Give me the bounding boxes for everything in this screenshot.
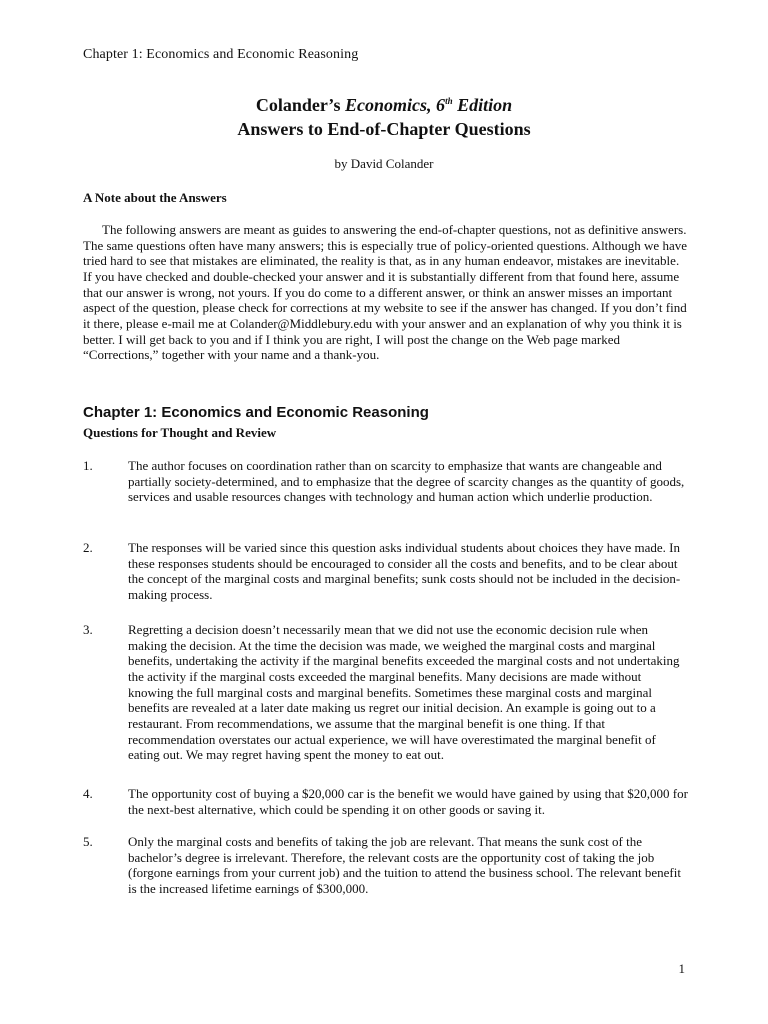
section-heading: Questions for Thought and Review	[83, 425, 277, 440]
running-head: Chapter 1: Economics and Economic Reasoning	[83, 47, 359, 62]
answer-number: 5.	[83, 834, 93, 849]
answer-item-2	[83, 540, 688, 603]
chapter-heading: Chapter 1: Economics and Economic Reasoning	[83, 404, 429, 421]
byline: by David Colander	[334, 156, 434, 171]
title-edition-sup: th	[445, 96, 453, 106]
title-book-text: Economics, 6	[345, 95, 446, 115]
title-edition-suffix: Edition	[452, 95, 513, 115]
answer-item-3	[83, 622, 688, 763]
title-prefix: Colander’s	[255, 95, 346, 115]
answer-number: 3.	[83, 622, 93, 637]
answer-number: 4.	[83, 786, 93, 801]
answer-text: Regretting a decision doesn’t necessarily mean that we did not use the economic decision rule when making the decision. At the time the decision was made, we weighed the marginal costs and marginal benefits, undertaking the activity if the marginal benefits exceeded the marginal costs and not undertaking the activity if the marginal costs exceeded the marginal benefits. Many decisions are made without knowing the full marginal costs and marginal benefits. Sometimes these marginal costs and marginal benefits are revealed at a later date making us regret our initial decision. An example is going out to a restaurant. From recommendations, we assume that the marginal benefit is one thing. If that recommendation overstates our actual experience, we will have overestimated the marginal benefit of eating out. We may regret having spent the money to eat out.	[128, 622, 680, 763]
document-title	[0, 93, 768, 141]
answer-item-5	[83, 834, 688, 897]
answer-text: Only the marginal costs and benefits of taking the job are relevant. That means the sunk cost of the bachelor’s degree is irrelevant. Therefore, the relevant costs are the opportunity cost of taking the job (forgone earnings from your current job) and the tuition to attend the business school. The relevant benefit is the increased lifetime earnings of $300,000.	[128, 834, 681, 896]
answer-item-1	[83, 458, 688, 505]
answer-item-4	[83, 786, 688, 817]
title-line-2: Answers to End-of-Chapter Questions	[237, 119, 531, 139]
answer-text: The responses will be varied since this question asks individual students about choices they have made. In these responses students should be encouraged to consider all the costs and benefits, and to be clear about the concept of the marginal costs and marginal benefits; sunk costs should not be included in the decision-making process.	[128, 540, 681, 602]
title-book-name	[345, 95, 512, 115]
answer-text: The opportunity cost of buying a $20,000 car is the benefit we would have gained by using that $20,000 for the next-best alternative, which could be spending it on other goods or saving it.	[128, 786, 688, 817]
note-body: The following answers are meant as guides to answering the end-of-chapter questions, not as definitive answers. The same questions often have many answers; this is especially true of policy-oriented questions. Although we have tried hard to see that mistakes are eliminated, the reality is that, as in any human endeavor, mistakes are inevitable. If you have checked and double-checked your answer and it is substantially different from that found here, assume that our answer is wrong, not yours. If you do come to a different answer, or think an answer misses an important aspect of the question, please check for corrections at my website to see if the answer has changed. If you don’t find it there, please e-mail me at Colander@Middlebury.edu with your answer and an explanation of why you think it is better. I will get back to you and if I think you are right, I will post the change on the Web page marked “Corrections,” together with your name and a thank-you.	[83, 222, 687, 363]
title-line-1	[0, 93, 768, 117]
answer-number: 1.	[83, 458, 93, 473]
answer-number: 2.	[83, 540, 93, 555]
note-heading: A Note about the Answers	[83, 190, 227, 205]
page-number: 1	[678, 961, 685, 976]
answer-text: The author focuses on coordination rather than on scarcity to emphasize that wants are changeable and partially society-determined, and to emphasize that the degree of scarcity changes as the quantity of goods, services and usable resources changes with technology and human action which underlie production.	[128, 458, 685, 505]
